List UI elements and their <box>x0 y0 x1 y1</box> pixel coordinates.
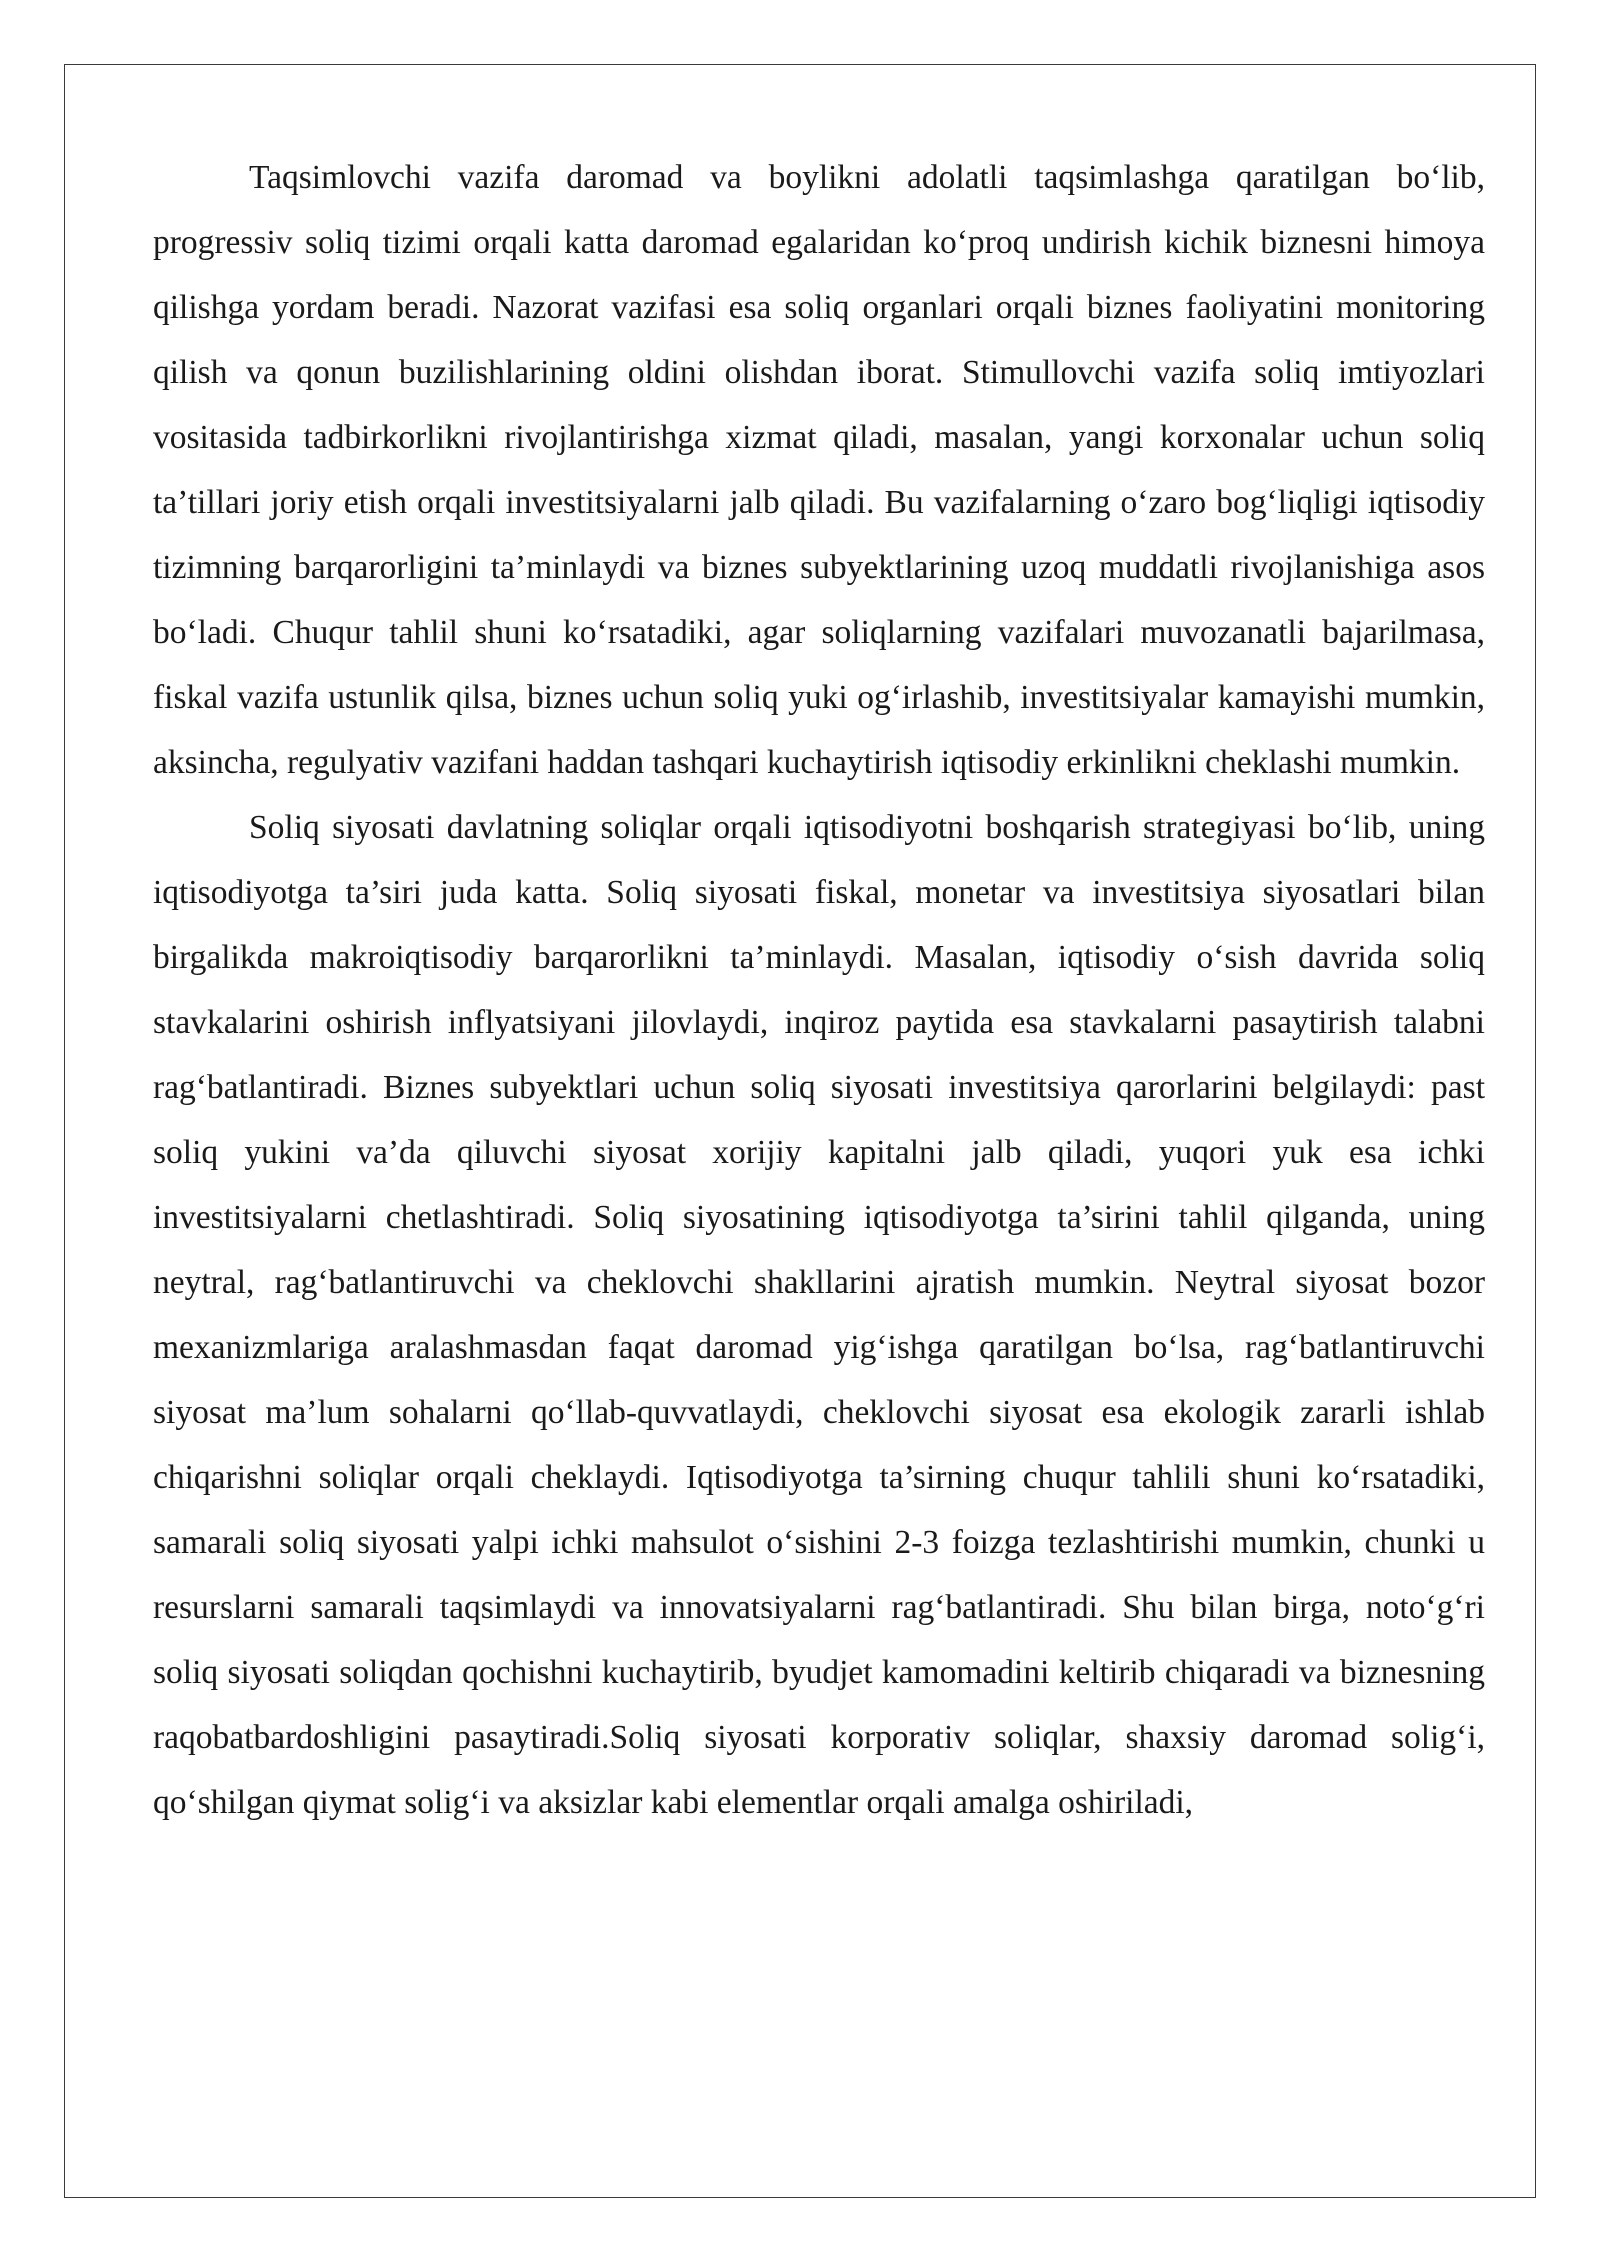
paragraph-tax-functions: Taqsimlovchi vazifa daromad va boylikni adolatli taqsimlashga qaratilgan bo‘lib, progressiv soliq tizimi orqali katta daromad egalaridan ko‘proq undirish kichik biznesni himoya qilishga yordam beradi. Nazorat vazifasi esa soliq organlari orqali biznes faoliyatini monitoring qilish va qonun buzilishlarining oldini olishdan iborat. Stimullovchi vazifa soliq imtiyozlari vositasida tadbirkorlikni rivojlantirishga xizmat qiladi, masalan, yangi korxonalar uchun soliq ta’tillari joriy etish orqali investitsiyalarni jalb qiladi. Bu vazifalarning o‘zaro bog‘liqligi iqtisodiy tizimning barqarorligini ta’minlaydi va biznes subyektlarining uzoq muddatli rivojlanishiga asos bo‘ladi. Chuqur tahlil shuni ko‘rsatadiki, agar soliqlarning vazifalari muvozanatli bajarilmasa, fiskal vazifa ustunlik qilsa, biznes uchun soliq yuki og‘irlashib, investitsiyalar kamayishi mumkin, aksincha, regulyativ vazifani haddan tashqari kuchaytirish iqtisodiy erkinlikni cheklashi mumkin. <box>153 159 1485 781</box>
paragraph-tax-policy: Soliq siyosati davlatning soliqlar orqali iqtisodiyotni boshqarish strategiyasi bo‘lib, uning iqtisodiyotga ta’siri juda katta. Soliq siyosati fiskal, monetar va investitsiya siyosatlari bilan birgalikda makroiqtisodiy barqarorlikni ta’minlaydi. Masalan, iqtisodiy o‘sish davrida soliq stavkalarini oshirish inflyatsiyani jilovlaydi, inqiroz paytida esa stavkalarni pasaytirish talabni rag‘batlantiradi. Biznes subyektlari uchun soliq siyosati investitsiya qarorlarini belgilaydi: past soliq yukini va’da qiluvchi siyosat xorijiy kapitalni jalb qiladi, yuqori yuk esa ichki investitsiyalarni chetlashtiradi. Soliq siyosatining iqtisodiyotga ta’sirini tahlil qilganda, uning neytral, rag‘batlantiruvchi va cheklovchi shakllarini ajratish mumkin. Neytral siyosat bozor mexanizmlariga aralashmasdan faqat daromad yig‘ishga qaratilgan bo‘lsa, rag‘batlantiruvchi siyosat ma’lum sohalarni qo‘llab-quvvatlaydi, cheklovchi siyosat esa ekologik zararli ishlab chiqarishni soliqlar orqali cheklaydi. Iqtisodiyotga ta’sirning chuqur tahlili shuni ko‘rsatadiki, samarali soliq siyosati yalpi ichki mahsulot o‘sishini 2-3 foizga tezlashtirishi mumkin, chunki u resurslarni samarali taqsimlaydi va innovatsiyalarni rag‘batlantiradi. Shu bilan birga, noto‘g‘ri soliq siyosati soliqdan qochishni kuchaytirib, byudjet kamomadini keltirib chiqaradi va biznesning raqobatbardoshligini pasaytiradi.Soliq siyosati korporativ soliqlar, shaxsiy daromad solig‘i, qo‘shilgan qiymat solig‘i va aksizlar kabi elementlar orqali amalga oshiriladi, <box>153 809 1485 1821</box>
document-body <box>153 145 1485 1835</box>
